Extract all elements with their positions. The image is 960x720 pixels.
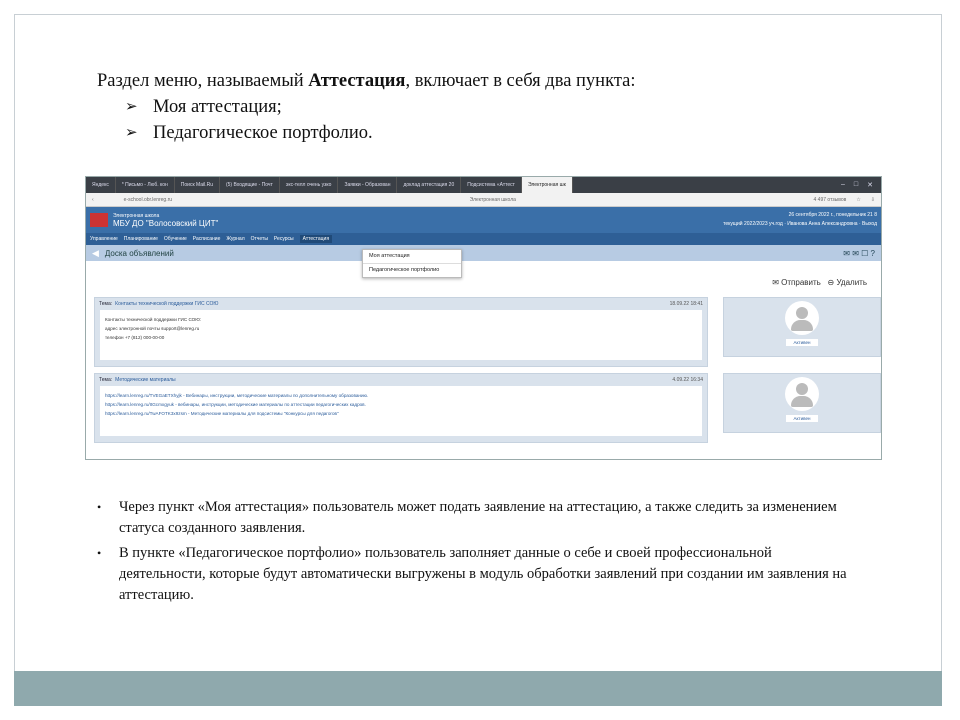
address-bar <box>86 193 881 207</box>
message-body <box>100 386 702 436</box>
site-subtitle: Электронная школа <box>113 213 160 219</box>
avatar-icon <box>785 377 819 411</box>
bookmark-icon[interactable]: ☆ <box>856 196 861 203</box>
message-line: адрес электронной почты support@lenreg.ru <box>105 326 200 331</box>
intro-line <box>97 68 636 94</box>
browser-tab[interactable]: * Письмо - Люб. кон <box>116 177 175 193</box>
message-topic[interactable]: Методические материалы <box>115 377 176 383</box>
arrow-bullet-icon: ➢ <box>125 99 138 115</box>
topic-label: Тема: <box>99 301 113 307</box>
user-card <box>723 373 881 433</box>
message-line: телефон +7 (812) 000-00-00 <box>105 335 165 340</box>
header-right: 26 сентября 2022 г., понедельник 21 8 текущий 2022/2023 уч.год · Иванова Анна Александровна · Выход <box>723 212 877 227</box>
intro-list <box>97 94 636 146</box>
board-header <box>86 245 881 261</box>
back-arrow-icon[interactable]: ◀ <box>92 247 99 258</box>
menu-item[interactable]: Ресурсы <box>273 236 294 242</box>
bullet-dot-icon: • <box>97 546 102 560</box>
delete-icon[interactable]: ⊖ <box>827 278 835 287</box>
user-status: Активен <box>786 415 818 422</box>
board-icons <box>843 249 875 258</box>
browser-tab[interactable]: (5) Входящие - Почт <box>220 177 280 193</box>
chat-icon[interactable]: ☐ <box>861 248 869 258</box>
browser-tab[interactable]: Заявки - Образован <box>338 177 397 193</box>
menu-item[interactable]: Журнал <box>226 236 245 242</box>
message-link[interactable]: https://learn.lenreg.ru/TVEGaETXhyjk - Вебинары, инструкции, методические материалы по дополнительному образованию. <box>105 393 369 398</box>
arrow-bullet-icon: ➢ <box>125 125 138 141</box>
message-line: Контакты технической поддержки ГИС СОЮ: <box>105 317 202 322</box>
menu-item[interactable]: Расписание <box>192 236 221 242</box>
date-line: 26 сентября 2022 г., понедельник 21 8 <box>788 212 877 218</box>
message-card <box>94 297 708 367</box>
bullet-text: Через пункт «Моя аттестация» пользователь может подать заявление на аттестацию, а также следить за изменением статуса созданного заявления. <box>119 499 837 536</box>
announce-icon[interactable]: ✉ <box>843 248 850 258</box>
window-controls <box>841 181 881 189</box>
browser-tab[interactable]: экс-телл очень узко <box>280 177 339 193</box>
dropdown-item-my-attestation[interactable]: Моя аттестация <box>363 250 461 264</box>
message-header <box>95 298 707 310</box>
user-status: Активен <box>786 339 818 346</box>
message-date: 4.09.22 16:34 <box>672 377 703 383</box>
dropdown-item-portfolio[interactable]: Педагогическое портфолио <box>369 267 440 273</box>
site-logo <box>90 213 108 227</box>
close-icon[interactable]: ✕ <box>867 182 873 189</box>
user-name[interactable]: Иванова Анна Александровна <box>787 221 858 227</box>
avatar-icon <box>785 301 819 335</box>
site-header <box>86 207 881 233</box>
delete-button[interactable]: Удалить <box>836 278 867 287</box>
bullet-paragraph <box>97 543 857 606</box>
intro-post: , включает в себя два пункта: <box>405 71 636 91</box>
back-icon[interactable]: ‹ <box>92 196 94 203</box>
message-topic[interactable]: Контакты технической поддержки ГИС СОЮ <box>115 301 219 307</box>
minimize-icon[interactable]: – <box>840 181 845 188</box>
browser-tab[interactable]: Подсистема «Аттест <box>461 177 522 193</box>
main-menu <box>86 233 881 245</box>
intro-pre: Раздел меню, называемый <box>97 71 309 91</box>
message-header <box>95 374 707 386</box>
address-right <box>814 197 875 203</box>
send-button[interactable]: Отправить <box>781 278 821 287</box>
browser-tabbar <box>86 177 881 193</box>
help-icon[interactable]: ? <box>870 248 875 258</box>
intro-text <box>97 68 636 146</box>
browser-tab[interactable]: Яндекс <box>86 177 116 193</box>
user-card <box>723 297 881 357</box>
menu-item[interactable]: Обучение <box>163 236 187 242</box>
org-name: МБУ ДО "Волосовский ЦИТ" <box>113 219 219 228</box>
reviews-badge[interactable]: 4 497 отзывов <box>813 196 847 203</box>
app-screenshot <box>85 176 882 460</box>
message-link[interactable]: https://learn.lenreg.ru/TwAFOTK3x9zsm - Методические материалы для подсистемы "Конкурсы для педагогов" <box>105 411 339 416</box>
intro-item <box>97 94 636 120</box>
bullet-text: В пункте «Педагогическое портфолио» пользователь заполняет данные о себе и своей профессиональной деятельности, которые будут автоматически выгружены в модуль обработки заявлений при создании им заявления на аттестацию. <box>119 545 847 603</box>
message-date: 18.09.22 18:41 <box>669 301 703 307</box>
message-card <box>94 373 708 443</box>
send-icon[interactable]: ✉ <box>772 278 779 287</box>
menu-item-attestation[interactable]: Аттестация <box>300 235 332 243</box>
intro-item-label: Педагогическое портфолио. <box>153 123 373 143</box>
url-field[interactable]: e-school.obr.lenreg.ru <box>123 196 173 203</box>
message-body <box>100 310 702 360</box>
year-select[interactable]: текущий 2022/2023 уч.год <box>723 221 783 227</box>
menu-item[interactable]: Планирование <box>123 236 158 242</box>
board-title: Доска объявлений <box>104 248 174 258</box>
page-title: Электронная школа <box>469 196 516 203</box>
message-link[interactable]: https://learn.lenreg.ru/ItGcmxgyuk - вебинары, инструкции, методические материалы по аттестации педагогических кадров. <box>105 402 366 407</box>
site-title <box>113 212 218 228</box>
intro-bold: Аттестация <box>308 71 406 91</box>
logout-button[interactable]: Выход <box>862 221 877 227</box>
bullet-paragraph <box>97 497 857 539</box>
topic-label: Тема: <box>99 377 113 383</box>
menu-item[interactable]: Управление <box>90 236 118 242</box>
browser-tab[interactable]: Поиск Mail.Ru <box>175 177 220 193</box>
browser-tab-active[interactable]: Электронная шк <box>522 177 573 193</box>
browser-tab[interactable]: доклад аттестация 20 <box>397 177 461 193</box>
intro-item-label: Моя аттестация; <box>153 97 282 117</box>
footer-band <box>14 671 942 706</box>
intro-item <box>97 120 636 146</box>
bullet-dot-icon: • <box>97 500 102 514</box>
mail-icon[interactable]: ✉ <box>852 248 859 258</box>
maximize-icon[interactable]: □ <box>853 181 859 188</box>
board-actions <box>772 278 867 287</box>
attestation-dropdown <box>362 249 462 278</box>
download-icon[interactable]: ⇩ <box>870 196 875 203</box>
menu-item[interactable]: Отчеты <box>250 236 268 242</box>
